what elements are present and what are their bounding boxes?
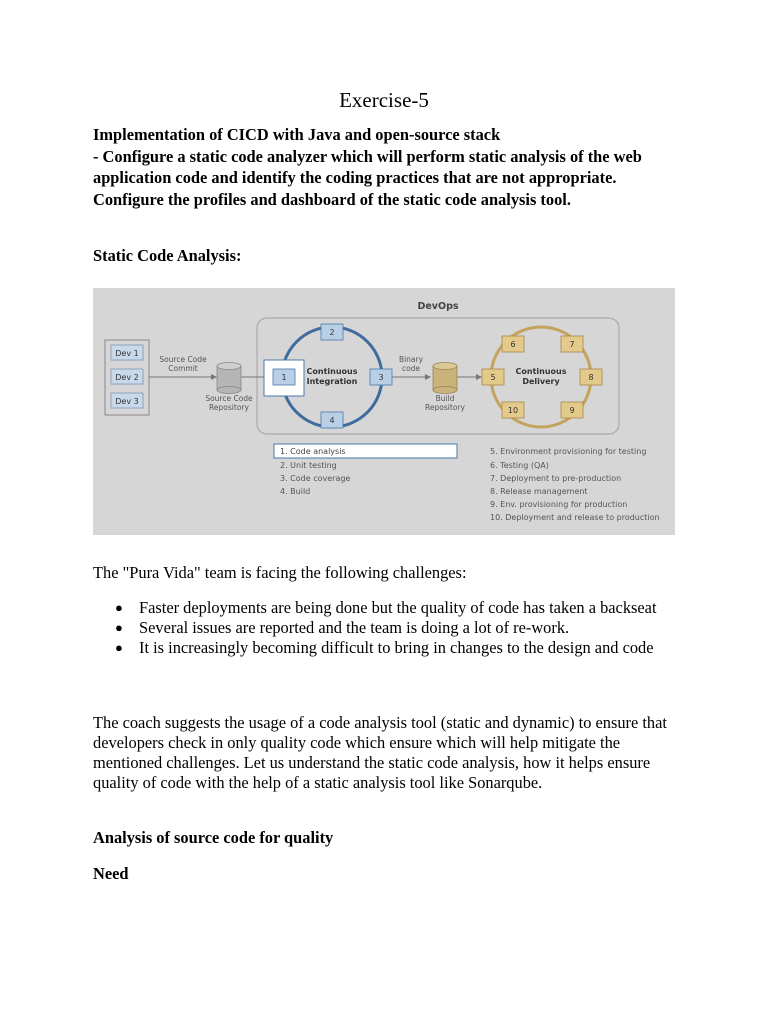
source-commit-label: Source Code Commit <box>159 355 207 373</box>
build-repo-label: Build Repository <box>425 394 465 412</box>
devops-title: DevOps <box>417 301 459 312</box>
ci-legend-item: 4. Build <box>280 487 311 496</box>
arrow-head <box>425 374 431 380</box>
ci-step-number: 1 <box>281 373 287 382</box>
intro-block <box>93 124 683 210</box>
cd-legend-item: 5. Environment provisioning for testing <box>490 447 647 456</box>
cd-step-number: 9 <box>569 406 575 415</box>
coach-paragraph: The coach suggests the usage of a code analysis tool (static and dynamic) to ensure that developers check in only quality code which ensure which will help mitigate the mentioned challenges. Let us understand the static code analysis, how it helps ensure quality of code with the help of a static analysis tool like Sonarqube. <box>93 713 667 792</box>
cd-legend-item: 6. Testing (QA) <box>490 461 549 470</box>
list-item-text: It is increasingly becoming difficult to bring in changes to the design and code <box>139 638 654 657</box>
list-item-text: Faster deployments are being done but the quality of code has taken a backseat <box>139 598 657 617</box>
static-analysis-heading: Static Code Analysis: <box>93 246 242 265</box>
ci-label: Continuous Integration <box>306 367 358 386</box>
list-item <box>93 598 678 618</box>
devops-diagram <box>93 288 675 535</box>
cd-legend-item: 9. Env. provisioning for production <box>490 500 628 509</box>
dev-label: Dev 3 <box>115 397 139 406</box>
cd-step-number: 10 <box>507 406 519 415</box>
need-heading: Need <box>93 864 129 883</box>
ci-step-number: 3 <box>378 373 384 382</box>
arrow-head <box>211 374 217 380</box>
cd-legend-item: 10. Deployment and release to production <box>490 513 660 522</box>
dev-label: Dev 2 <box>115 373 139 382</box>
bullet-icon: ● <box>115 640 123 655</box>
cd-legend-item: 7. Deployment to pre-production <box>490 474 622 483</box>
page-title: Exercise-5 <box>339 88 429 112</box>
list-item-text: Several issues are reported and the team is doing a lot of re-work. <box>139 618 570 637</box>
source-repo-label: Source Code Repository <box>205 394 253 412</box>
cd-legend-item: 8. Release management <box>490 487 588 496</box>
ci-step-number: 2 <box>329 328 335 337</box>
cd-label: Continuous Delivery <box>515 367 567 386</box>
cd-step-number: 7 <box>569 340 575 349</box>
ci-legend-item: 2. Unit testing <box>280 461 337 470</box>
arrow-head <box>476 374 482 380</box>
ci-legend-item: 1. Code analysis <box>280 447 346 456</box>
cd-step-number: 5 <box>490 373 496 382</box>
challenges-intro: The "Pura Vida" team is facing the following challenges: <box>93 563 467 582</box>
cd-step-number: 6 <box>510 340 516 349</box>
source-repo-cylinder <box>217 363 241 394</box>
devops-diagram-svg <box>93 288 675 535</box>
dev-label: Dev 1 <box>115 349 139 358</box>
ci-legend-item: 3. Code coverage <box>280 474 351 483</box>
list-item <box>93 618 678 638</box>
challenges-list <box>93 598 678 658</box>
analysis-heading: Analysis of source code for quality <box>93 828 334 847</box>
ci-step-number: 4 <box>329 416 335 425</box>
binary-code-label: Binary code <box>398 355 424 373</box>
bullet-icon: ● <box>115 600 123 615</box>
build-repo-cylinder <box>433 363 457 394</box>
bullet-icon: ● <box>115 620 123 635</box>
cd-step-number: 8 <box>588 373 594 382</box>
list-item <box>93 638 678 658</box>
intro-description: - Configure a static code analyzer which will perform static analysis of the web application code and identify the coding practices that are not appropriate. Configure the profiles and dashboard of the static code analysis tool. <box>93 146 642 209</box>
intro-line: Implementation of CICD with Java and open-source stack <box>93 125 501 144</box>
